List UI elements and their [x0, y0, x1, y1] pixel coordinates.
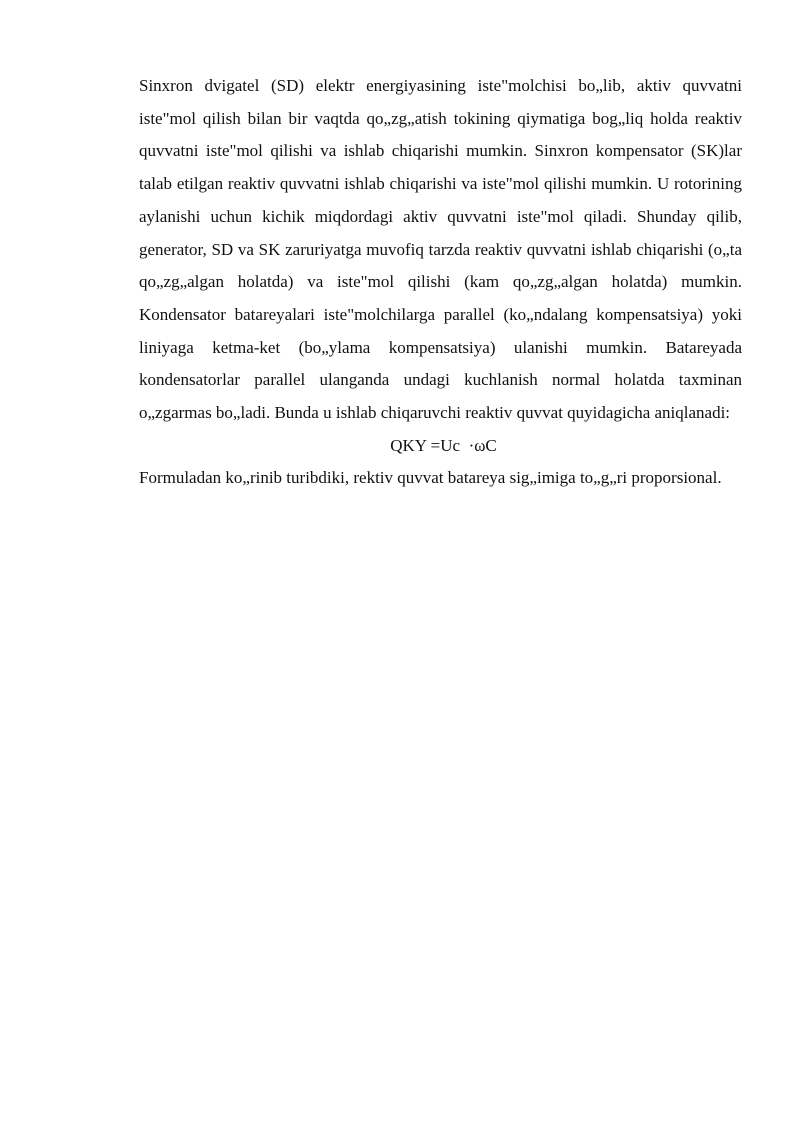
paragraph-formula-conclusion: Formuladan ko„rinib turibdiki, rektiv quvvat batareya sig„imiga to„g„ri proporsional.	[139, 468, 722, 488]
document-body	[139, 70, 742, 495]
paragraph-synchronous-compensation: Sinxron dvigatel (SD) elektr energiyasining iste"molchisi bo„lib, aktiv quvvatni iste"mol qilish bilan bir vaqtda qo„zg„atish tokining qiymatiga bog„liq holda reaktiv quvvatni iste"mol qilishi va ishlab chiqarishi mumkin. Sinxron kompensator (SK)lar talab etilgan reaktiv quvvatni ishlab chiqarishi va iste"mol qilishi mumkin. U rotorining aylanishi uchun kichik miqdordagi aktiv quvvatni iste"mol qiladi. Shunday qilib, generator, SD va SK zaruriyatga muvofiq tarzda reaktiv quvvatni ishlab chiqarishi (o„ta qo„zg„algan holatda) va iste"mol qilishi (kam qo„zg„algan holatda) mumkin. Kondensator batareyalari iste"molchilarga parallel (ko„ndalang kompensatsiya) yoki liniyaga ketma-ket (bo„ylama kompensatsiya) ulanishi mumkin. Batareyada kondensatorlar parallel ulanganda undagi kuchlanish normal holatda taxminan o„zgarmas bo„ladi. Bunda u ishlab chiqaruvchi reaktiv quvvat quyidagicha aniqlanadi:	[139, 76, 742, 423]
reactive-power-formula: QKY =Uc ·ωC	[390, 435, 497, 455]
